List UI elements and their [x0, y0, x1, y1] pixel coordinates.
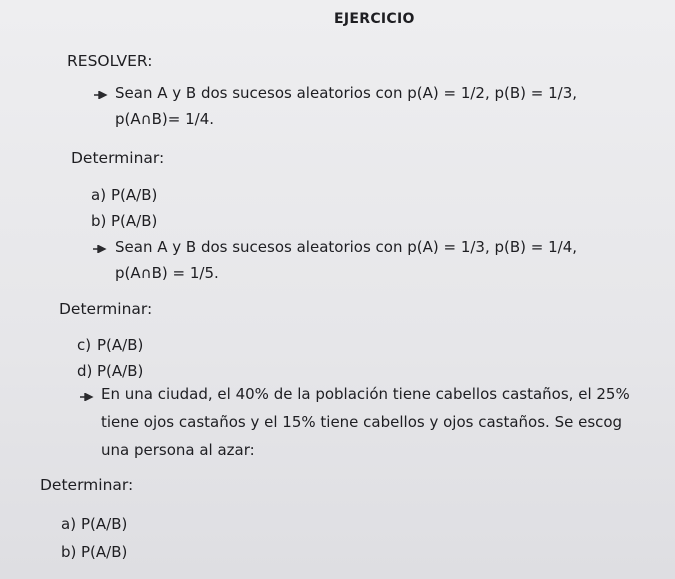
item-text: P(A/B) — [81, 543, 128, 561]
item-text: P(A/B) — [97, 336, 144, 354]
resolver-heading: RESOLVER: — [67, 52, 153, 70]
exercise-2-item-c — [77, 336, 143, 354]
arrow-bullet-icon — [80, 393, 94, 401]
exercise-2-determinar-heading: Determinar: — [59, 300, 153, 318]
arrow-bullet-icon — [93, 245, 107, 253]
item-label: a) — [91, 186, 107, 204]
item-label: d) — [77, 362, 93, 380]
item-label: a) — [61, 515, 77, 533]
item-label: b) — [61, 543, 77, 561]
item-text: P(A/B) — [111, 212, 158, 230]
exercise-1-item-a — [91, 186, 157, 204]
exercise-1-statement-line-1: Sean A y B dos sucesos aleatorios con p(A) = 1/2, p(B) = 1/3, — [115, 84, 578, 102]
exercise-3-determinar-heading: Determinar: — [40, 476, 134, 494]
exercise-1-determinar-heading: Determinar: — [71, 149, 165, 167]
exercise-2-item-d — [77, 362, 143, 380]
arrow-bullet-icon — [94, 91, 108, 99]
exercise-3-statement-line-3: una persona al azar: — [101, 441, 255, 459]
item-text: P(A/B) — [81, 515, 128, 533]
page-title: EJERCICIO — [334, 11, 415, 27]
exercise-3-item-a — [61, 515, 127, 533]
exercise-2-statement-line-1: Sean A y B dos sucesos aleatorios con p(A) = 1/3, p(B) = 1/4, — [115, 238, 578, 256]
item-label: c) — [77, 336, 92, 354]
exercise-1-statement-line-2: p(A∩B)= 1/4. — [115, 110, 215, 128]
exercise-3-statement-line-1: En una ciudad, el 40% de la población tiene cabellos castaños, el 25% — [101, 385, 630, 403]
exercise-1-item-b — [91, 212, 157, 230]
item-text: P(A/B) — [111, 186, 158, 204]
exercise-3-item-b — [61, 543, 127, 561]
exercise-3-statement-line-2: tiene ojos castaños y el 15% tiene cabellos y ojos castaños. Se escog — [101, 413, 623, 431]
item-label: b) — [91, 212, 107, 230]
exercise-2-statement-line-2: p(A∩B) = 1/5. — [115, 264, 219, 282]
item-text: P(A/B) — [97, 362, 144, 380]
